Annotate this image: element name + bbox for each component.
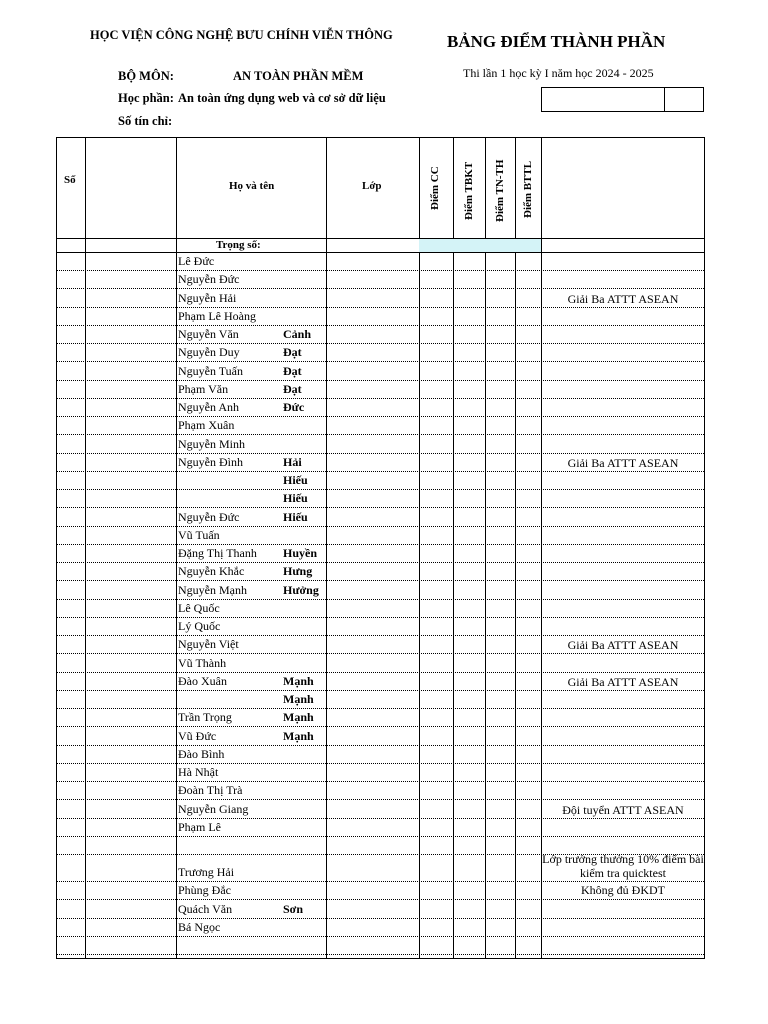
student-surname: Nguyễn Tuấn	[178, 363, 244, 378]
student-surname: Vũ Tuấn	[178, 527, 220, 542]
table-row	[57, 764, 704, 782]
student-given-name: Huyền	[283, 546, 318, 560]
student-surname: Đào Xuân	[178, 673, 227, 688]
student-note: Lớp trưởng thưởng 10% điểm bài kiểm tra quicktest	[542, 852, 704, 881]
col-bttl: Điểm BTTL	[522, 160, 534, 218]
student-given-name: Hải	[283, 454, 302, 469]
student-surname: Nguyễn Giang	[178, 801, 249, 816]
department-label: BỘ MÔN:	[118, 69, 174, 83]
table-row	[57, 527, 704, 545]
col-cc: Điểm CC	[429, 166, 441, 210]
student-given-name: Mạnh	[283, 692, 314, 706]
student-surname: Nguyễn Hải	[178, 290, 237, 305]
student-note: Không đủ ĐKDT	[581, 883, 665, 898]
table-row	[57, 655, 704, 673]
col-tbkt: Điểm TBKT	[463, 161, 475, 220]
student-given-name: Mạnh	[283, 710, 314, 725]
table-row	[57, 417, 704, 435]
table-row	[57, 709, 704, 727]
table-row	[57, 882, 704, 900]
weight-cells	[419, 239, 541, 252]
table-row	[57, 381, 704, 399]
table-row	[57, 472, 704, 490]
student-surname: Phùng Đắc	[178, 883, 231, 898]
student-surname: Trần Trọng	[178, 710, 232, 725]
student-surname: Nguyễn Duy	[178, 345, 240, 360]
table-row	[57, 344, 704, 362]
table-row	[57, 937, 704, 955]
table-row	[57, 363, 704, 381]
student-note: Đội tuyển ATTT ASEAN	[562, 802, 684, 817]
student-surname: Đoàn Thị Trà	[178, 783, 243, 798]
student-surname: Lý Quốc	[178, 619, 221, 633]
table-row	[57, 673, 704, 691]
student-surname: Nguyễn Khắc	[178, 564, 245, 579]
student-surname: Phạm Lê	[178, 819, 221, 834]
table-row	[57, 901, 704, 919]
student-surname: Nguyễn Đức	[178, 272, 240, 287]
student-given-name: Sơn	[283, 901, 303, 916]
student-surname: Phạm Xuân	[178, 418, 235, 433]
exam-info: Thi lần 1 học kỳ I năm học 2024 - 2025	[463, 66, 654, 80]
table-row	[57, 782, 704, 800]
weight-row	[57, 238, 704, 253]
student-surname: Nguyễn Anh	[178, 400, 239, 414]
student-surname: Phạm Lê Hoàng	[178, 308, 256, 323]
student-surname: Bá Ngọc	[178, 919, 221, 934]
student-surname: Nguyễn Đình	[178, 454, 243, 469]
student-surname: Nguyễn Văn	[178, 327, 239, 341]
student-given-name: Cảnh	[283, 327, 312, 341]
student-given-name: Hiếu	[283, 491, 308, 506]
table-row	[57, 819, 704, 837]
student-surname: Nguyễn Đức	[178, 509, 240, 524]
document-title: BẢNG ĐIỂM THÀNH PHẦN	[447, 32, 666, 51]
student-surname: Lê Quốc	[178, 600, 220, 615]
table-row	[57, 852, 704, 882]
weight-label: Trọng số:	[216, 239, 261, 251]
student-surname: Vũ Đức	[178, 728, 217, 743]
col-class: Lớp	[362, 180, 382, 192]
col-stt: Số	[64, 174, 76, 186]
student-note: Giải Ba ATTT ASEAN	[567, 674, 679, 689]
table-row	[57, 600, 704, 618]
student-note: Giải Ba ATTT ASEAN	[567, 455, 679, 470]
table-row	[57, 636, 704, 654]
table-row	[57, 582, 704, 600]
student-note: Giải Ba ATTT ASEAN	[567, 638, 679, 653]
table-row	[57, 728, 704, 746]
student-given-name: Đạt	[283, 345, 302, 360]
table-row	[57, 490, 704, 508]
table-row	[57, 271, 704, 289]
table-row	[57, 253, 704, 271]
student-note: Giải Ba ATTT ASEAN	[567, 291, 679, 306]
table-row	[57, 308, 704, 326]
table-row	[57, 691, 704, 709]
table-row	[57, 801, 704, 819]
student-surname: Quách Văn	[178, 901, 233, 916]
student-surname: Đào Bình	[178, 746, 225, 761]
table-row	[57, 399, 704, 417]
table-row	[57, 618, 704, 636]
student-given-name: Đức	[283, 400, 305, 414]
table-row	[57, 454, 704, 472]
student-given-name: Hưng	[283, 564, 313, 579]
student-surname: Nguyễn Mạnh	[178, 582, 247, 597]
student-surname: Nguyễn Việt	[178, 637, 239, 652]
table-row	[57, 436, 704, 454]
table-row	[57, 746, 704, 764]
student-surname: Phạm Văn	[178, 381, 229, 396]
student-given-name: Mạnh	[283, 673, 314, 688]
course-label: Học phần:	[118, 91, 174, 105]
credits-label: Số tín chỉ:	[118, 114, 173, 128]
course-value: An toàn ứng dụng web và cơ sở dữ liệu	[178, 91, 386, 105]
table-row	[57, 290, 704, 308]
student-given-name: Đạt	[283, 381, 302, 396]
col-tnth: Điểm TN-TH	[494, 159, 506, 222]
student-surname: Đặng Thị Thanh	[178, 546, 257, 560]
student-surname: Lê Đức	[178, 254, 215, 268]
grade-table	[56, 137, 705, 959]
col-name: Họ và tên	[229, 180, 275, 192]
table-row	[57, 563, 704, 581]
table-row	[57, 509, 704, 527]
student-given-name: Hưởng	[283, 582, 319, 597]
code-boxes	[541, 87, 704, 112]
student-given-name: Hiếu	[283, 473, 308, 487]
student-given-name: Mạnh	[283, 728, 314, 743]
student-given-name: Hiếu	[283, 509, 308, 524]
student-surname: Trương Hải	[178, 865, 235, 880]
student-surname: Vũ Thành	[178, 655, 227, 670]
table-row	[57, 545, 704, 563]
student-surname: Hà Nhật	[178, 765, 219, 779]
student-given-name: Đạt	[283, 363, 302, 378]
institution-name: HỌC VIỆN CÔNG NGHỆ BƯU CHÍNH VIỄN THÔNG	[90, 28, 393, 42]
department-value: AN TOÀN PHẦN MỀM	[233, 69, 364, 83]
table-row	[57, 326, 704, 344]
table-row	[57, 919, 704, 937]
student-surname: Nguyễn Minh	[178, 436, 245, 451]
